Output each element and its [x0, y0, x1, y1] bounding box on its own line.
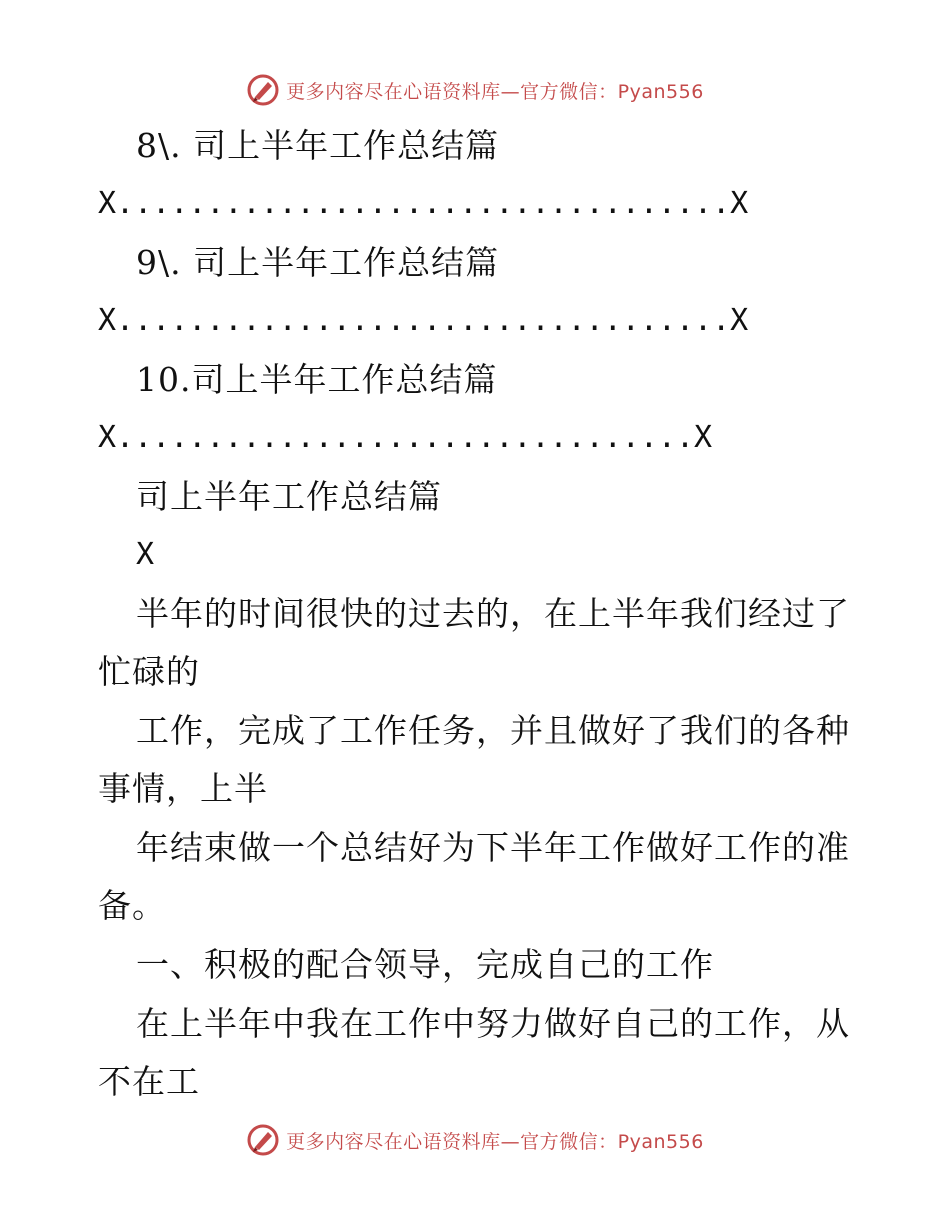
toc-entry-leader: X................................X — [98, 420, 713, 455]
subheading: 一、积极的配合领导，完成自己的工作 — [136, 945, 714, 984]
toc-entry-leader: X..................................X — [98, 303, 749, 338]
header-banner-text: 更多内容尽在心语资料库—官方微信：Pyan556 — [286, 80, 704, 103]
toc-entry-leader: X..................................X — [98, 186, 749, 221]
pen-logo-icon — [246, 73, 280, 107]
paragraph-line: 工作，完成了工作任务，并且做好了我们的各种 — [136, 711, 850, 750]
paragraph-line: 半年的时间很快的过去的，在上半年我们经过了 — [136, 594, 850, 633]
section-title: 司上半年工作总结篇 — [136, 477, 442, 516]
toc-entry-title: 9\. 司上半年工作总结篇 — [136, 243, 500, 282]
paragraph-line: 事情，上半 — [98, 769, 268, 808]
paragraph-line: 年结束做一个总结好为下半年工作做好工作的准 — [136, 828, 850, 867]
footer-banner-text: 更多内容尽在心语资料库—官方微信：Pyan556 — [286, 1130, 704, 1153]
paragraph-line: 备。 — [98, 886, 166, 925]
section-marker: X — [136, 537, 155, 572]
toc-entry-title: 10.司上半年工作总结篇 — [136, 360, 498, 399]
paragraph-line: 在上半年中我在工作中努力做好自己的工作，从 — [136, 1004, 850, 1043]
footer-banner — [0, 1120, 950, 1160]
pen-logo-icon — [246, 1123, 280, 1157]
paragraph-line: 忙碌的 — [98, 652, 200, 691]
paragraph-line: 不在工 — [98, 1062, 200, 1101]
toc-entry-title: 8\. 司上半年工作总结篇 — [136, 126, 500, 165]
header-banner — [0, 70, 950, 110]
